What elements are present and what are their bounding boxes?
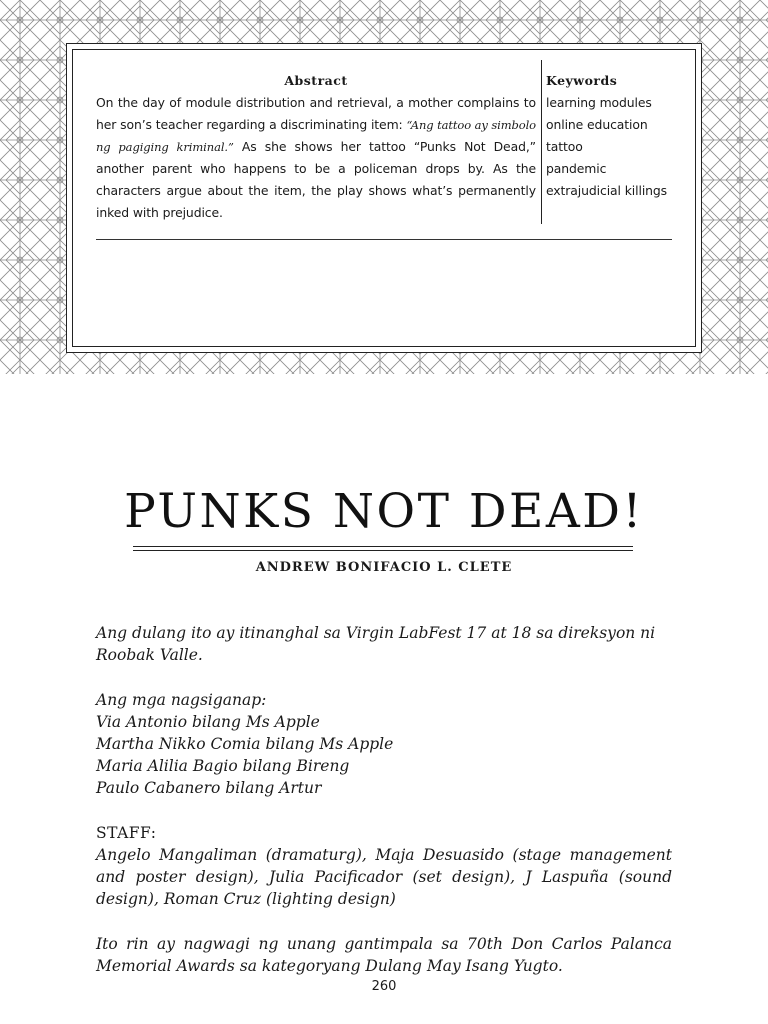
cast-heading: Ang mga nagsiganap: — [96, 690, 267, 709]
abstract-text-part2: As she shows her tattoo “Punks Not Dead,” another parent who happens to be a policeman drops by. As the characters argue about the item, the play shows what’s permanently inked with prejudice. — [96, 139, 536, 220]
cast-member: Via Antonio bilang Ms Apple — [96, 712, 320, 731]
play-title: PUNKS NOT DEAD! — [124, 484, 644, 539]
abstract-section — [96, 70, 536, 224]
staff-heading: STAFF: — [96, 823, 157, 842]
abstract-bottom-rule — [96, 239, 672, 240]
author-name: ANDREW BONIFACIO L. CLETE — [255, 560, 513, 575]
keyword-item: learning modules — [546, 95, 652, 110]
abstract-text-italic: “Ang tattoo ay simbolo ng pagiging kriminal.” — [96, 118, 536, 154]
cast-member: Maria Alilia Bagio bilang Bireng — [96, 757, 350, 776]
keyword-item: pandemic — [546, 161, 607, 176]
abstract-text — [96, 92, 536, 224]
abstract-text-part1: On the day of module distribution and retrieval, a mother complains to her son’s teacher regarding a discriminating item: — [96, 95, 536, 132]
keyword-item: online education — [546, 117, 648, 132]
cast-member: Martha Nikko Comia bilang Ms Apple — [96, 735, 394, 753]
keyword-item: extrajudicial killings — [546, 183, 668, 198]
column-divider — [541, 60, 542, 224]
paragraph-gap — [96, 911, 672, 933]
keywords-section — [546, 70, 686, 202]
cast-member: Paulo Cabanero bilang Artur — [96, 779, 322, 798]
abstract-heading: Abstract — [284, 73, 348, 88]
award-note: Ito rin ay nagwagi ng unang gantimpala sa 70th Don Carlos Palanca Memorial Awards sa kategoryang Dulang May Isang Yugto. — [96, 934, 672, 975]
staging-note: Ang dulang ito ay itinanghal sa Virgin LabFest 17 at 18 sa direksyon ni Roobak Valle. — [96, 624, 656, 665]
staff-list: Angelo Mangaliman (dramaturg), Maja Desuasido (stage management and poster design), Julia Pacificador (set design), J Laspuña (sound design), Roman Cruz (lighting design) — [96, 846, 672, 909]
production-notes — [96, 622, 672, 977]
page-number: 260 — [371, 979, 397, 994]
keyword-item: tattoo — [546, 139, 583, 154]
title-double-rule — [133, 546, 633, 551]
paragraph-gap — [96, 800, 672, 822]
keywords-heading: Keywords — [546, 73, 618, 88]
paragraph-gap — [96, 666, 672, 688]
keywords-list — [546, 92, 686, 202]
